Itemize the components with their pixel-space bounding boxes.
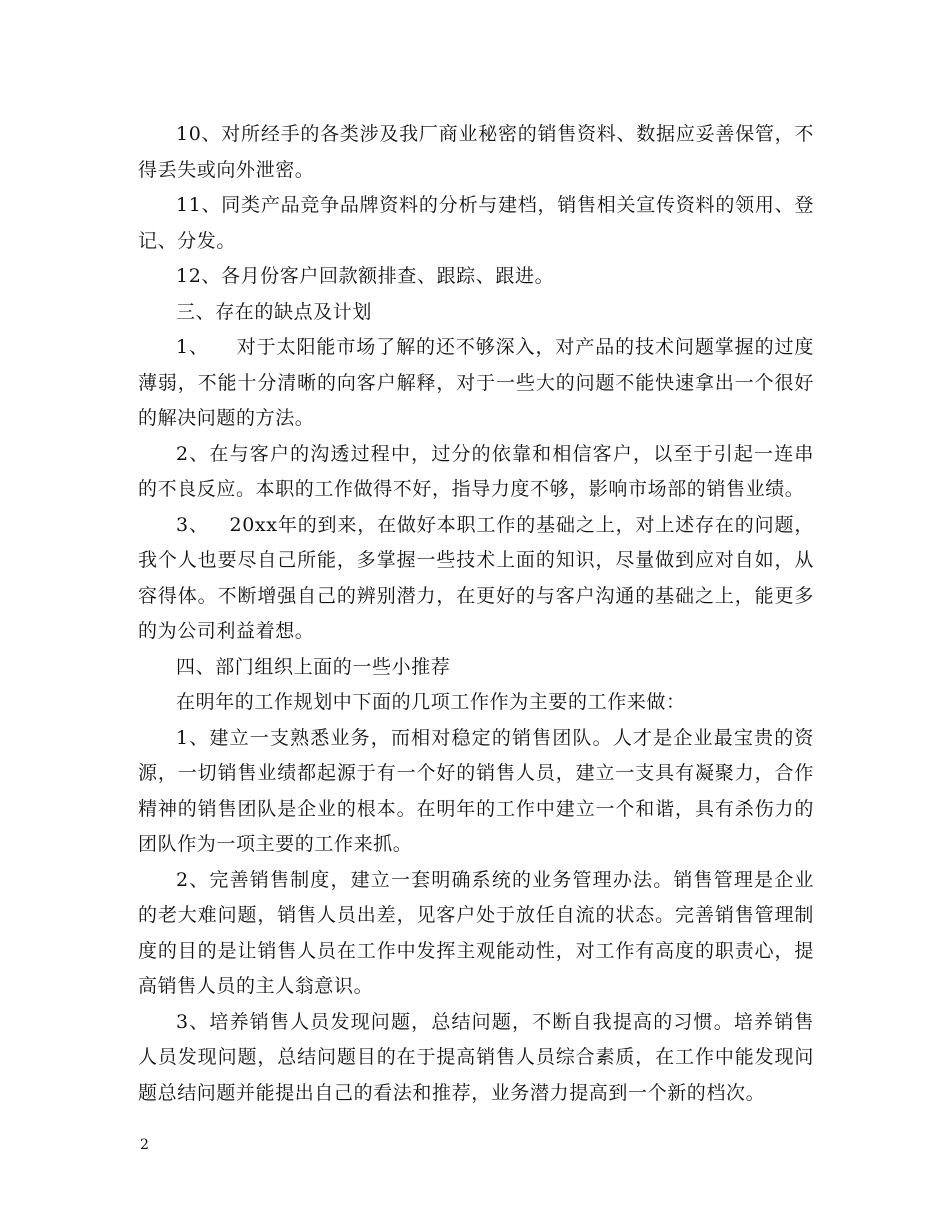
- section-heading-recommendations: 四、部门组织上面的一些小推荐: [176, 655, 451, 678]
- paragraph-shortcoming-3: 3、 20xx年的到来，在做好本职工作的基础之上，对上述存在的问题，我个人也要尽自己所能，多掌握一些技术上面的知识，尽量做到应对自如，从容得体。不断增强自己的辨别潜力，在更好的与客户沟通的基础之上，能更多的为公司利益着想。: [138, 513, 814, 642]
- paragraph-item-12: 12、各月份客户回款额排查、跟踪、跟进。: [176, 265, 555, 287]
- paragraph-recommendation-2: 2、完善销售制度，建立一套明确系统的业务管理办法。销售管理是企业的老大难问题，销售人员出差，见客户处于放任自流的状态。完善销售管理制度的目的是让销售人员在工作中发挥主观能动性，对工作有高度的职责心，提高销售人员的主人翁意识。: [138, 868, 814, 997]
- paragraph-plan-intro: 在明年的工作规划中下面的几项工作作为主要的工作来做：: [176, 691, 686, 713]
- page-number: 2: [140, 1137, 149, 1153]
- paragraph-shortcoming-2: 2、在与客户的沟透过程中，过分的依靠和相信客户，以至于引起一连串的不良反应。本职的工作做得不好，指导力度不够，影响市场部的销售业绩。: [138, 442, 814, 500]
- paragraph-recommendation-3: 3、培养销售人员发现问题，总结问题，不断自我提高的习惯。培养销售人员发现问题，总结问题目的在于提高销售人员综合素质，在工作中能发现问题总结问题并能提出自己的看法和推荐，业务潜力提高到一个新的档次。: [138, 1010, 814, 1104]
- section-heading-shortcomings: 三、存在的缺点及计划: [176, 300, 373, 323]
- paragraph-shortcoming-1: 1、 对于太阳能市场了解的还不够深入，对产品的技术问题掌握的过度薄弱，不能十分清晰的向客户解释，对于一些大的问题不能快速拿出一个很好的解决问题的方法。: [138, 336, 814, 429]
- paragraph-item-10: 10、对所经手的各类涉及我厂商业秘密的销售资料、数据应妥善保管，不得丢失或向外泄密。: [138, 123, 814, 181]
- paragraph-recommendation-1: 1、建立一支熟悉业务，而相对稳定的销售团队。人才是企业最宝贵的资源，一切销售业绩都起源于有一个好的销售人员，建立一支具有凝聚力，合作精神的销售团队是企业的根本。在明年的工作中建立一个和谐，具有杀伤力的团队作为一项主要的工作来抓。: [138, 726, 814, 855]
- document-body: [138, 117, 814, 1111]
- paragraph-item-11: 11、同类产品竞争品牌资料的分析与建档，销售相关宣传资料的领用、登记、分发。: [138, 194, 814, 252]
